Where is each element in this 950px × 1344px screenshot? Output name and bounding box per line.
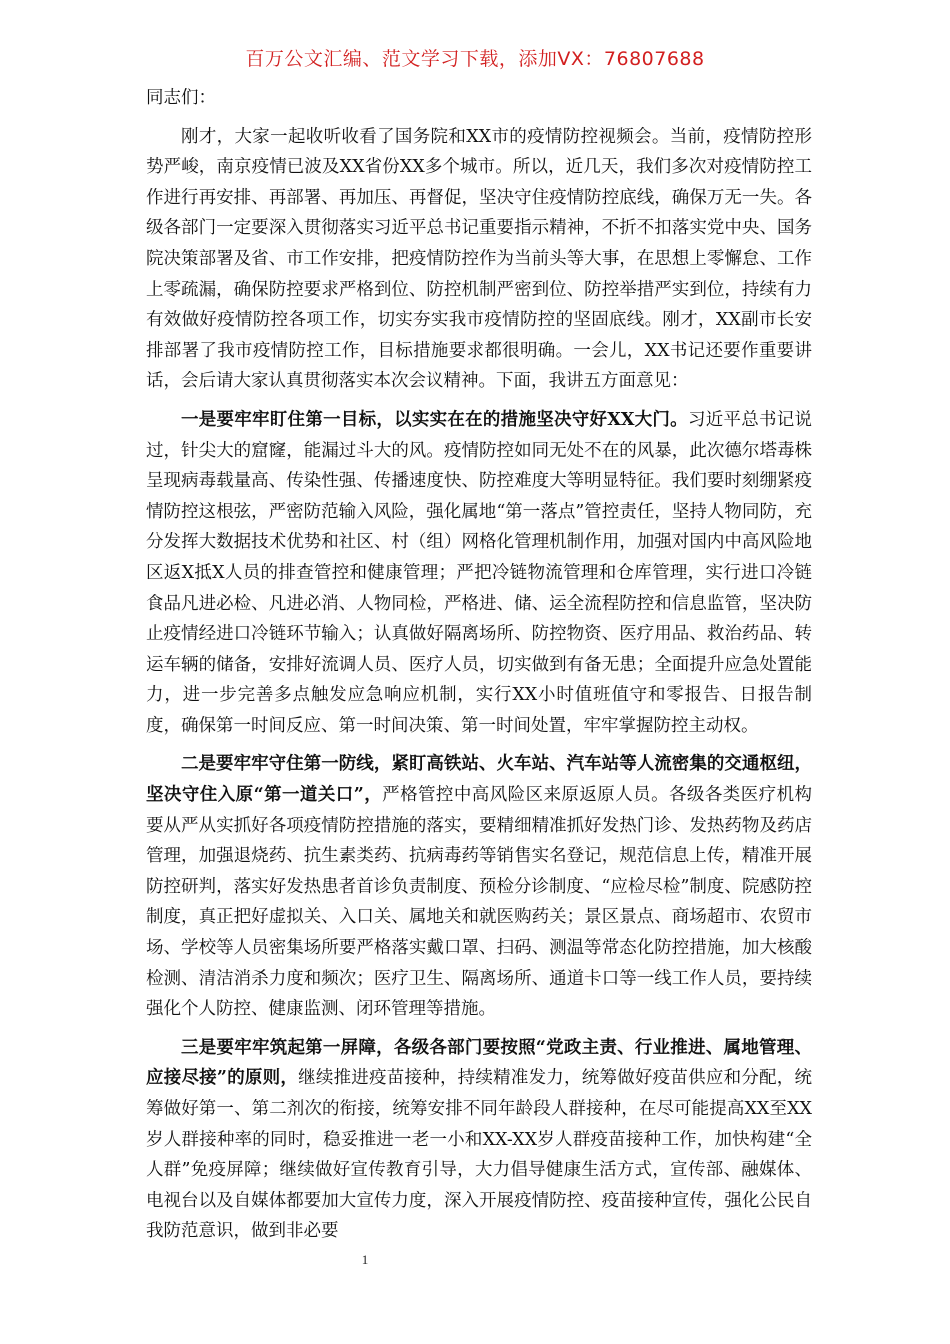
section-body-1: 习近平总书记说过，针尖大的窟窿，能漏过斗大的风。疫情防控如同无处不在的风暴，此次德尔塔毒株呈现病毒载量高、传染性强、传播速度快、防控难度大等明显特征。我们要时刻绷紧疫情防控这根弦，严密防范输入风险，强化属地“第一落点”管控责任，坚持人物同防，充分发挥大数据技术优势和社区、村（组）网格化管理机制作用，加强对国内中高风险地区返X抵X人员的排查管控和健康管理；严把冷链物流管理和仓库管理，实行进口冷链食品凡进必检、凡进必消、人物同检，严格进、储、运全流程防控和信息监管，坚决防止疫情经进口冷链环节输入；认真做好隔离场所、防控物资、医疗用品、救治药品、转运车辆的储备，安排好流调人员、医疗人员，切实做到有备无患；全面提升应急处置能力，进一步完善多点触发应急响应机制，实行XX小时值班值守和零报告、日报告制度，确保第一时间反应、第一时间决策、第一时间处置，牢牢掌握防控主动权。 xyxy=(146,409,812,736)
section-paragraph-2 xyxy=(146,749,812,1024)
page-number: 1 xyxy=(361,1252,369,1267)
section-body-3: 继续推进疫苗接种，持续精准发力，统筹做好疫苗供应和分配，统筹做好第一、第二剂次的衔接，统筹安排不同年龄段人群接种，在尽可能提高XX至XX岁人群接种率的同时，稳妥推进一老一小和XX-XX岁人群疫苗接种工作，加快构建“全人群”免疫屏障；继续做好宣传教育引导，大力倡导健康生活方式，宣传部、融媒体、电视台以及自媒体都要加大宣传力度，深入开展疫情防控、疫苗接种宣传，强化公民自我防范意识，做到非必要 xyxy=(146,1068,812,1242)
section-paragraph-1 xyxy=(146,405,812,742)
intro-paragraph: 刚才，大家一起收听收看了国务院和XX市的疫情防控视频会。当前，疫情防控形势严峻，南京疫情已波及XX省份XX多个城市。所以，近几天，我们多次对疫情防控工作进行再安排、再部署、再加压、再督促，坚决守住疫情防控底线，确保万无一失。各级各部门一定要深入贯彻落实习近平总书记重要指示精神，不折不扣落实党中央、国务院决策部署及省、市工作安排，把疫情防控作为当前头等大事，在思想上零懈怠、工作上零疏漏，确保防控要求严格到位、防控机制严密到位、防控举措严实到位，持续有力有效做好疫情防控各项工作，切实夯实我市疫情防控的坚固底线。刚才，XX副市长安排部署了我市疫情防控工作，目标措施要求都很明确。一会儿，XX书记还要作重要讲话，会后请大家认真贯彻落实本次会议精神。下面，我讲五方面意见： xyxy=(146,126,812,392)
section-heading-3: 三是要牢牢筑起第一屏障，各级各部门要按照“党政主责、行业推进、属地管理、应接尽接”的原则， xyxy=(146,1037,812,1089)
header-banner: 百万公文汇编、范文学习下载，添加VX：76807688 xyxy=(245,48,705,70)
document-body xyxy=(146,82,812,1255)
section-body-2: 严格管控中高风险区来原返原人员。各级各类医疗机构要从严从实抓好各项疫情防控措施的落实，要精细精准抓好发热门诊、发热药物及药店管理，加强退烧药、抗生素类药、抗病毒药等销售实名登记，规范信息上传，精准开展防控研判，落实好发热患者首诊负责制度、预检分诊制度、“应检尽检”制度、院感防控制度，真正把好虚拟关、入口关、属地关和就医购药关；景区景点、商场超市、农贸市场、学校等人员密集场所要严格落实戴口罩、扫码、测温等常态化防控措施，加大核酸检测、清洁消杀力度和频次；医疗卫生、隔离场所、通道卡口等一线工作人员，要持续强化个人防控、健康监测、闭环管理等措施。 xyxy=(146,785,812,1020)
section-heading-1: 一是要牢牢盯住第一目标，以实实在在的措施坚决守好XX大门。 xyxy=(181,409,688,430)
section-heading-2: 二是要牢牢守住第一防线，紧盯高铁站、火车站、汽车站等人流密集的交通枢纽，坚决守住入原“第一道关口”， xyxy=(146,754,812,806)
section-paragraph-3 xyxy=(146,1033,812,1247)
salutation: 同志们： xyxy=(146,88,216,108)
